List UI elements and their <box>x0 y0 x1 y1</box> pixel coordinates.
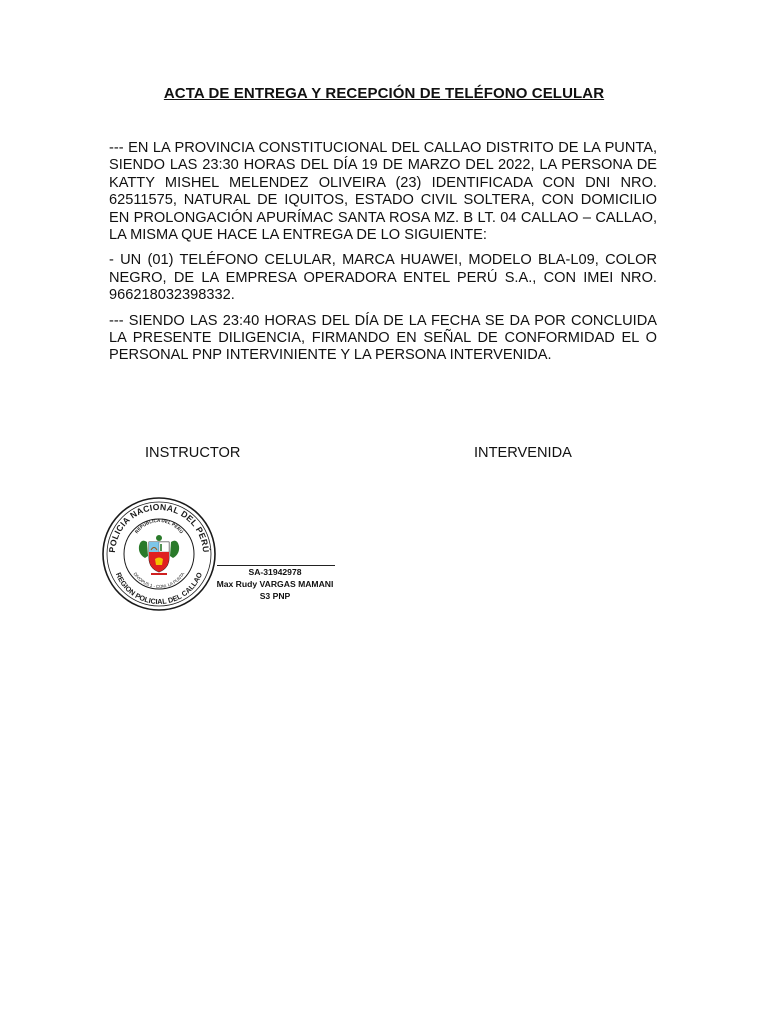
officer-signature-block <box>205 566 345 602</box>
officer-name: Max Rudy VARGAS MAMANI <box>216 579 334 589</box>
document-body <box>109 140 657 373</box>
seal-inner-text: REPÚBLICA DEL PERÚ <box>133 517 185 535</box>
paragraph-closing: --- SIENDO LAS 23:40 HORAS DEL DÍA DE LA FECHA SE DA POR CONCLUIDA LA PRESENTE DILIGENCIA, FIRMANDO EN SEÑAL DE CONFORMIDAD EL O PERSONAL PNP INTERVINIENTE Y LA PERSONA INTERVENIDA. <box>109 312 657 364</box>
officer-rank: S3 PNP <box>259 591 291 601</box>
instructor-label: INSTRUCTOR <box>145 445 241 461</box>
seal-unit-text: DIVOPUS 1 - COM. LA PUNTA <box>132 571 186 590</box>
seal-bottom-text: REGION POLICIAL DEL CALLAO <box>113 571 205 607</box>
paragraph-intro: --- EN LA PROVINCIA CONSTITUCIONAL DEL CALLAO DISTRITO DE LA PUNTA, SIENDO LAS 23:30 HORAS DEL DÍA 19 DE MARZO DEL 2022, LA PERSONA DE KATTY MISHEL MELENDEZ OLIVEIRA (23) IDENTIFICADA CON DNI NRO. 62511575, NATURAL DE IQUITOS, ESTADO CIVIL SOLTERA, CON DOMICILIO EN PROLONGACIÓN APURÍMAC SANTA ROSA MZ. B LT. 04 CALLAO – CALLAO, LA MISMA QUE HACE LA ENTREGA DE LO SIGUIENTE: <box>109 140 657 244</box>
intervenida-label: INTERVENIDA <box>474 445 572 461</box>
coat-of-arms-icon <box>139 535 179 574</box>
seal-top-text: POLICIA NACIONAL DEL PERÚ <box>106 501 212 554</box>
document-title: ACTA DE ENTREGA Y RECEPCIÓN DE TELÉFONO CELULAR <box>163 85 605 102</box>
police-seal-icon <box>101 496 217 612</box>
paragraph-item: - UN (01) TELÉFONO CELULAR, MARCA HUAWEI, MODELO BLA-L09, COLOR NEGRO, DE LA EMPRESA OPERADORA ENTEL PERÚ S.A., CON IMEI NRO. 966218032398332. <box>109 252 657 304</box>
svg-text:REPÚBLICA DEL PERÚ <box>134 518 185 535</box>
officer-cip: SA-31942978 <box>248 567 302 577</box>
